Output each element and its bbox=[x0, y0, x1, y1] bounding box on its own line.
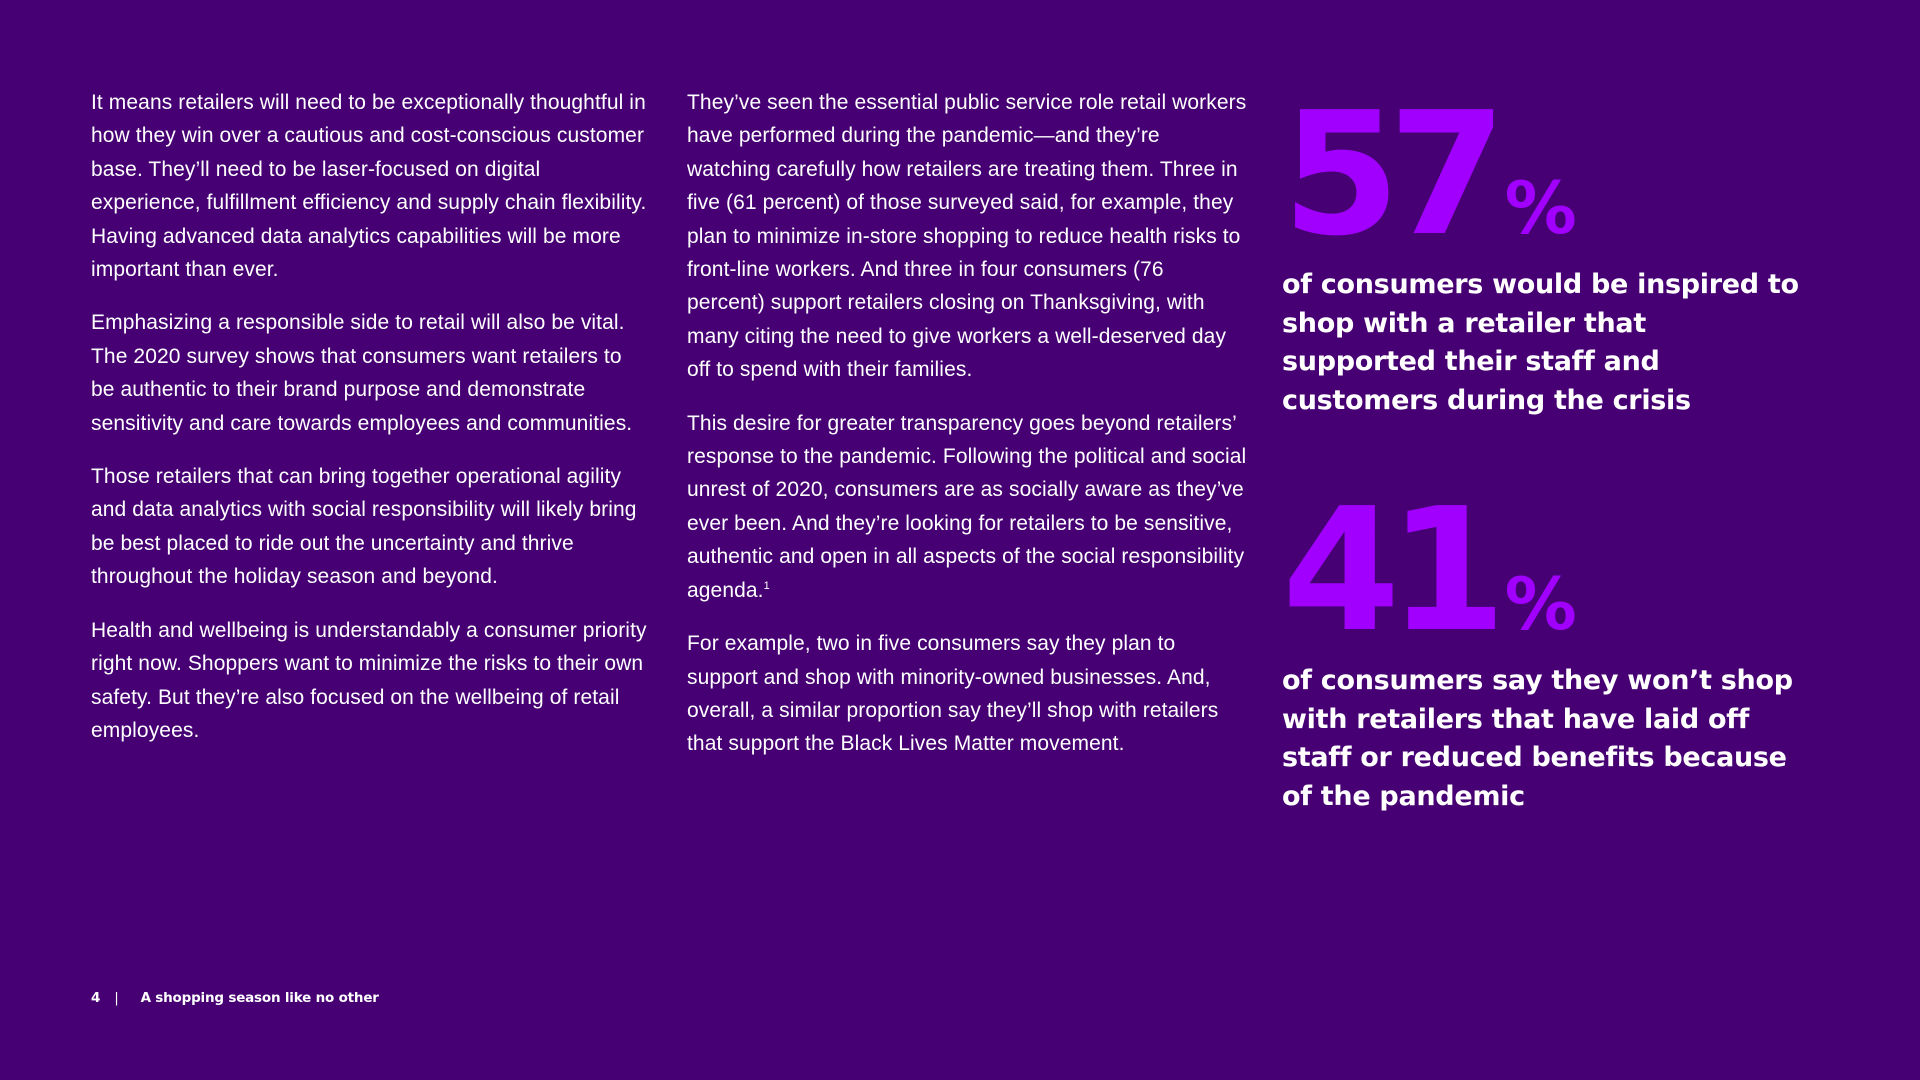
stat-number: 41 bbox=[1282, 472, 1495, 670]
body-paragraph: It means retailers will need to be exceptionally thoughtful in how they win over a cautious and cost-conscious customer base. They’ll need to be laser-focused on digital experience, fulfillment efficiency and supply chain flexibility. Having advanced data analytics capabilities will be more important than ever. bbox=[91, 91, 647, 282]
stat-callout-41 bbox=[1282, 472, 1802, 816]
middle-text-column bbox=[687, 86, 1247, 781]
body-paragraph: For example, two in five consumers say they plan to support and shop with minority-owned businesses. And, overall, a similar proportion say they’ll shop with retailers that support the Black Lives Matter movement. bbox=[687, 632, 1219, 756]
body-paragraph-with-footnote bbox=[687, 407, 1247, 607]
left-text-column bbox=[91, 86, 651, 767]
stat-figure bbox=[1282, 76, 1802, 274]
body-paragraph-text: This desire for greater transparency goes beyond retailers’ response to the pandemic. Following the political and social unrest of 2020, consumers are as socially aware as they’ve ever been. And they’re looking for retailers to be sensitive, authentic and open in all aspects of the social responsibility agenda. bbox=[687, 411, 1247, 602]
page-footer bbox=[91, 990, 379, 1006]
percent-sign: % bbox=[1504, 166, 1577, 250]
body-paragraph: Those retailers that can bring together operational agility and data analytics with social responsibility will likely bring be best placed to ride out the uncertainty and thrive throughout the holiday season and beyond. bbox=[91, 465, 637, 589]
footer-separator: | bbox=[114, 990, 119, 1006]
body-paragraph: Emphasizing a responsible side to retail will also be vital. The 2020 survey shows that consumers want retailers to be authentic to their brand purpose and demonstrate sensitivity and care towards employees and communities. bbox=[91, 311, 633, 435]
stat-figure bbox=[1282, 472, 1802, 670]
stat-callout-57 bbox=[1282, 76, 1802, 420]
page-number: 4 bbox=[91, 990, 101, 1006]
stat-caption: of consumers would be inspired to shop with a retailer that supported their staff and customers during the crisis bbox=[1282, 269, 1799, 416]
footer-title: A shopping season like no other bbox=[140, 990, 379, 1006]
body-paragraph: Health and wellbeing is understandably a consumer priority right now. Shoppers want to minimize the risks to their own safety. But they’re also focused on the wellbeing of retail employees. bbox=[91, 618, 647, 742]
stat-number: 57 bbox=[1282, 76, 1495, 274]
percent-sign: % bbox=[1504, 562, 1577, 646]
body-paragraph: They’ve seen the essential public service role retail workers have performed during the pandemic—and they’re watching carefully how retailers are treating them. Three in five (61 percent) of those surveyed said, for example, they plan to minimize in-store shopping to reduce health risks to front-line workers. And three in four consumers (76 percent) support retailers closing on Thanksgiving, with many citing the need to give workers a well-deserved day off to spend with their families. bbox=[687, 91, 1247, 382]
stat-caption: of consumers say they won’t shop with retailers that have laid off staff or reduced benefits because of the pandemic bbox=[1282, 665, 1793, 812]
footnote-reference: 1 bbox=[763, 579, 770, 592]
